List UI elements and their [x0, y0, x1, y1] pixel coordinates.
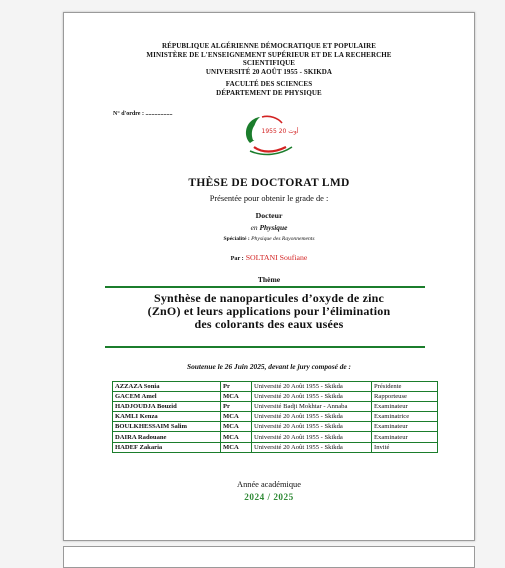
table-row [113, 422, 438, 432]
degree: Docteur [255, 211, 283, 220]
academic-year-label: Année académique [237, 480, 301, 489]
thesis-title-line: des colorants des eaux usées [194, 316, 344, 331]
table-row [113, 392, 438, 402]
jury-grade: Pr [221, 402, 252, 412]
header-university: UNIVERSITÉ 20 AOÛT 1955 - SKIKDA [205, 67, 333, 76]
jury-institution: Université 20 Août 1955 - Skikda [252, 382, 372, 392]
author-label: Par : [230, 255, 244, 262]
jury-role: Invité [372, 442, 438, 452]
author-name: SOLTANI Soufiane [245, 253, 308, 262]
jury-grade: MCA [221, 392, 252, 402]
header-block [64, 42, 474, 98]
logo-text: 1955 أوت 20 [261, 128, 299, 135]
jury-grade: Pr [221, 382, 252, 392]
header-faculty: FACULTÉ DES SCIENCES [225, 80, 313, 89]
field: Physique [259, 223, 288, 232]
thesis-title-line: (ZnO) et leurs applications pour l’élimination [147, 303, 391, 318]
specialty-label: Spécialité : [223, 236, 250, 242]
jury-name: BOULKHESSAIM Salim [113, 422, 221, 432]
jury-grade: MCA [221, 442, 252, 452]
specialty-line [64, 236, 474, 242]
theme-label: Thème [257, 275, 281, 284]
field-prefix: en [250, 223, 258, 232]
jury-institution: Université 20 Août 1955 - Skikda [252, 432, 372, 442]
academic-year: 2024 / 2025 [244, 492, 294, 502]
jury-institution: Université 20 Août 1955 - Skikda [252, 392, 372, 402]
jury-role: Examinatrice [372, 412, 438, 422]
jury-table [112, 381, 438, 453]
header-department: DÉPARTEMENT DE PHYSIQUE [216, 88, 322, 97]
jury-role: Examinateur [372, 402, 438, 412]
field-line [64, 223, 474, 232]
university-logo [240, 113, 299, 157]
thesis-title-line: Synthèse de nanoparticules d’oxyde de zinc [153, 291, 385, 305]
jury-name: GACEM Amel [113, 392, 221, 402]
jury-name: DAIRA Radouane [113, 432, 221, 442]
table-row [113, 382, 438, 392]
jury-grade: MCA [221, 432, 252, 442]
header-scientific: SCIENTIFIQUE [242, 59, 296, 68]
table-row [113, 442, 438, 452]
jury-role: Examinateur [372, 432, 438, 442]
jury-grade: MCA [221, 412, 252, 422]
table-row [113, 412, 438, 422]
next-page-edge [63, 546, 475, 568]
order-number: N° d'ordre : .................. [113, 111, 173, 117]
jury-institution: Université 20 Août 1955 - Skikda [252, 422, 372, 432]
author-line [64, 253, 474, 262]
jury-name: AZZAZA Sonia [113, 382, 221, 392]
jury-role: Présidente [372, 382, 438, 392]
document-subtitle: Présentée pour obtenir le grade de : [209, 194, 329, 203]
bottom-divider [105, 346, 425, 348]
jury-name: HADJOUDJA Bouzid [113, 402, 221, 412]
table-row [113, 432, 438, 442]
jury-role: Rapporteuse [372, 392, 438, 402]
header-republic: RÉPUBLIQUE ALGÉRIENNE DÉMOCRATIQUE ET POPULAIRE [161, 42, 377, 50]
thesis-cover-page [63, 12, 475, 541]
jury-institution: Université Badji Mokhtar - Annaba [252, 402, 372, 412]
jury-name: HADEF Zakaria [113, 442, 221, 452]
jury-name: KAMLI Kenza [113, 412, 221, 422]
jury-grade: MCA [221, 422, 252, 432]
thesis-title [64, 292, 474, 330]
specialty: Physique des Rayonnements [251, 236, 315, 242]
jury-institution: Université 20 Août 1955 - Skikda [252, 442, 372, 452]
jury-role: Examinateur [372, 422, 438, 432]
jury-institution: Université 20 Août 1955 - Skikda [252, 412, 372, 422]
document-title: THÈSE DE DOCTORAT LMD [188, 177, 350, 189]
table-row [113, 402, 438, 412]
defense-statement: Soutenue le 26 Juin 2025, devant le jury composé de : [186, 362, 352, 371]
top-divider [105, 286, 425, 288]
header-ministry: MINISTÈRE DE L'ENSEIGNEMENT SUPÉRIEUR ET DE LA RECHERCHE [146, 50, 392, 59]
